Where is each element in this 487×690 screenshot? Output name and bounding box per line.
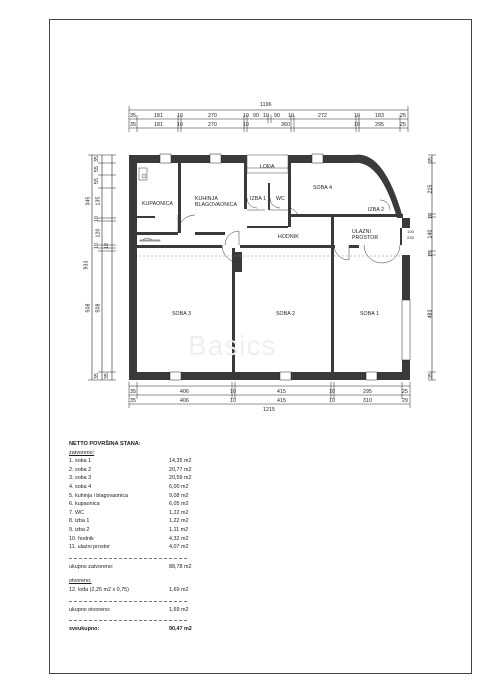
dim-bot2-4: 415: [277, 398, 286, 404]
area-item-name: 5. kuhinja i blagovaonica: [69, 492, 129, 499]
area-row: [69, 500, 199, 509]
dim-right-6: 483: [427, 309, 434, 319]
dim-top-6: 90: [253, 113, 259, 119]
area-item-value: 1,22 m2: [169, 518, 189, 525]
area-item-value: 1,11 m2: [169, 526, 189, 533]
dim-right-5: 15: [427, 251, 434, 257]
area-item-name: 1. soba 1: [69, 458, 92, 465]
closed-total-label: ukupno zatvoreno:: [69, 563, 114, 570]
open-total-row: [69, 606, 199, 615]
dim-bot-3: 10: [230, 389, 236, 395]
dim-bot-6: 295: [363, 389, 372, 395]
open-item-row: [69, 586, 199, 595]
grand-total-row: [69, 625, 199, 634]
dim-top-2: 181: [154, 113, 163, 119]
dim-total-top: 1196: [260, 102, 272, 108]
dim-left-4: 135: [95, 196, 102, 206]
area-row: [69, 517, 199, 526]
room-soba4: SOBA 4: [313, 185, 333, 191]
dim-top-11: 10: [354, 113, 360, 119]
grand-total-label: sveukupno:: [69, 626, 100, 633]
dim-top2-8: 295: [375, 122, 384, 128]
area-item-value: 6,00 m2: [169, 483, 189, 490]
room-hodnik: HODNIK: [278, 234, 299, 240]
open-item-name: 12. lođa (2,25 m2 x 0,75): [69, 586, 129, 593]
dim-top2-5: 10: [243, 122, 249, 128]
dim-top2-7: 10: [354, 122, 360, 128]
dim-left-5: 10: [93, 216, 100, 222]
divider: [69, 620, 187, 621]
dim-right-1: 35: [427, 157, 434, 163]
area-item-value: 20,77 m2: [169, 466, 192, 473]
area-item-value: 6,05 m2: [169, 501, 189, 508]
area-item-value: 4,07 m2: [169, 544, 189, 551]
closed-total-row: [69, 563, 199, 572]
dim-left-345: 345: [85, 196, 92, 206]
dim-bot2-5: 10: [329, 398, 335, 404]
area-row: [69, 535, 199, 544]
divider: [69, 601, 187, 602]
dim-bot2-7: 29: [402, 398, 408, 404]
area-item-name: 8. izba 1: [69, 518, 90, 525]
dim-left-508b: 508: [95, 303, 102, 313]
area-items: [69, 457, 199, 552]
area-item-value: 4,32 m2: [169, 535, 189, 542]
open-item-value: 1,69 m2: [169, 586, 189, 593]
room-kupaonica: KUPAONICA: [142, 201, 174, 207]
area-heading: NETTO POVRŠINA STANA:: [69, 441, 141, 447]
open-total-value: 1,69 m2: [169, 606, 189, 613]
open-total-label: ukupno otvoreno:: [69, 606, 111, 613]
dim-bot2-2: 406: [180, 398, 189, 404]
dim-left-1: 35: [93, 156, 100, 162]
closed-total-value: 88,78 m2: [169, 563, 192, 570]
room-lodja: LOĐA: [260, 164, 275, 170]
closed-label: zatvoreno:: [69, 449, 95, 456]
dim-bot2-3: 10: [230, 398, 236, 404]
area-item-name: 7. WC: [69, 509, 84, 516]
area-row: [69, 492, 199, 501]
dim-left-7: 10: [93, 243, 100, 249]
area-row: [69, 457, 199, 466]
dim-left-3: 55: [93, 178, 100, 184]
dim-bot-7: 25: [402, 389, 408, 395]
dim-bot-2: 406: [180, 389, 189, 395]
room-soba1: SOBA 1: [360, 311, 380, 317]
dim-top2-1: 35: [130, 122, 136, 128]
dim-bot2-6: 310: [363, 398, 372, 404]
area-item-value: 14,35 m2: [169, 458, 192, 465]
dim-top-10: 272: [318, 113, 327, 119]
dim-right-3: 10: [427, 213, 434, 219]
room-wc: WC: [276, 196, 285, 202]
dim-bot2-1: 35: [130, 398, 136, 404]
area-item-name: 4. soba 4: [69, 483, 92, 490]
dim-left-6: 120: [95, 228, 102, 238]
dim-left-bot1: 35: [93, 373, 100, 379]
dim-top2-4: 270: [208, 122, 217, 128]
room-soba3: SOBA 3: [172, 311, 192, 317]
dim-top-13: 25: [400, 113, 406, 119]
area-item-name: 11. ulazni prostor: [69, 544, 110, 551]
area-item-value: 9,08 m2: [169, 492, 189, 499]
dim-top2-6: 360: [281, 122, 290, 128]
dim-bot-5: 10: [329, 389, 335, 395]
area-row: [69, 474, 199, 483]
area-item-value: 1,22 m2: [169, 509, 189, 516]
room-izba2: IZBA 2: [368, 207, 385, 213]
watermark: Basics: [188, 330, 277, 361]
dim-top-1: 35: [130, 113, 136, 119]
room-kuhinja: KUHINJA BLAGOVAONICA: [195, 196, 238, 208]
area-item-name: 10. hodnik: [69, 535, 94, 542]
dim-door-230: 230: [407, 235, 414, 240]
area-row: [69, 526, 199, 535]
open-label: otvoreno:: [69, 578, 92, 585]
area-item-name: 3. soba 3: [69, 475, 92, 482]
dim-top-8: 90: [274, 113, 280, 119]
grand-total-value: 90,47 m2: [169, 626, 192, 633]
dim-right-7: 35: [427, 373, 434, 379]
dim-top2-3: 10: [177, 122, 183, 128]
dim-bot-1: 35: [130, 389, 136, 395]
area-row: [69, 466, 199, 475]
area-table: [69, 440, 199, 634]
dim-left-8: 10: [103, 243, 110, 249]
dim-door-100: 100: [407, 229, 414, 234]
area-row: [69, 543, 199, 552]
dim-top-7: 10: [263, 113, 269, 119]
area-item-name: 6. kupaonica: [69, 501, 100, 508]
area-item-name: 2. soba 2: [69, 466, 92, 473]
dim-top-12: 183: [375, 113, 384, 119]
dim-top-9: 10: [288, 113, 294, 119]
area-row: [69, 509, 199, 518]
room-izba1: IZBA 1: [250, 196, 267, 202]
dim-top2-9: 25: [400, 122, 406, 128]
area-row: [69, 483, 199, 492]
dim-top-3: 10: [177, 113, 183, 119]
dim-left-508a: 508: [85, 303, 92, 313]
dim-top-4: 270: [208, 113, 217, 119]
dim-total-bottom: 1215: [263, 407, 275, 413]
dim-left-2: 55: [93, 166, 100, 172]
dim-top-5: 10: [243, 113, 249, 119]
dim-right-2: 215: [427, 184, 434, 194]
dim-bot-4: 415: [277, 389, 286, 395]
room-soba2: SOBA 2: [276, 311, 296, 317]
dim-right-4: 140: [427, 229, 434, 239]
room-ulazni: ULAZNI PROSTOR: [352, 229, 379, 241]
area-item-name: 9. izba 2: [69, 526, 90, 533]
dim-left-bot2: 35: [103, 373, 110, 379]
dim-top2-2: 181: [154, 122, 163, 128]
area-item-value: 20,59 m2: [169, 475, 192, 482]
dim-left-total: 933: [83, 260, 90, 270]
divider: [69, 558, 187, 559]
